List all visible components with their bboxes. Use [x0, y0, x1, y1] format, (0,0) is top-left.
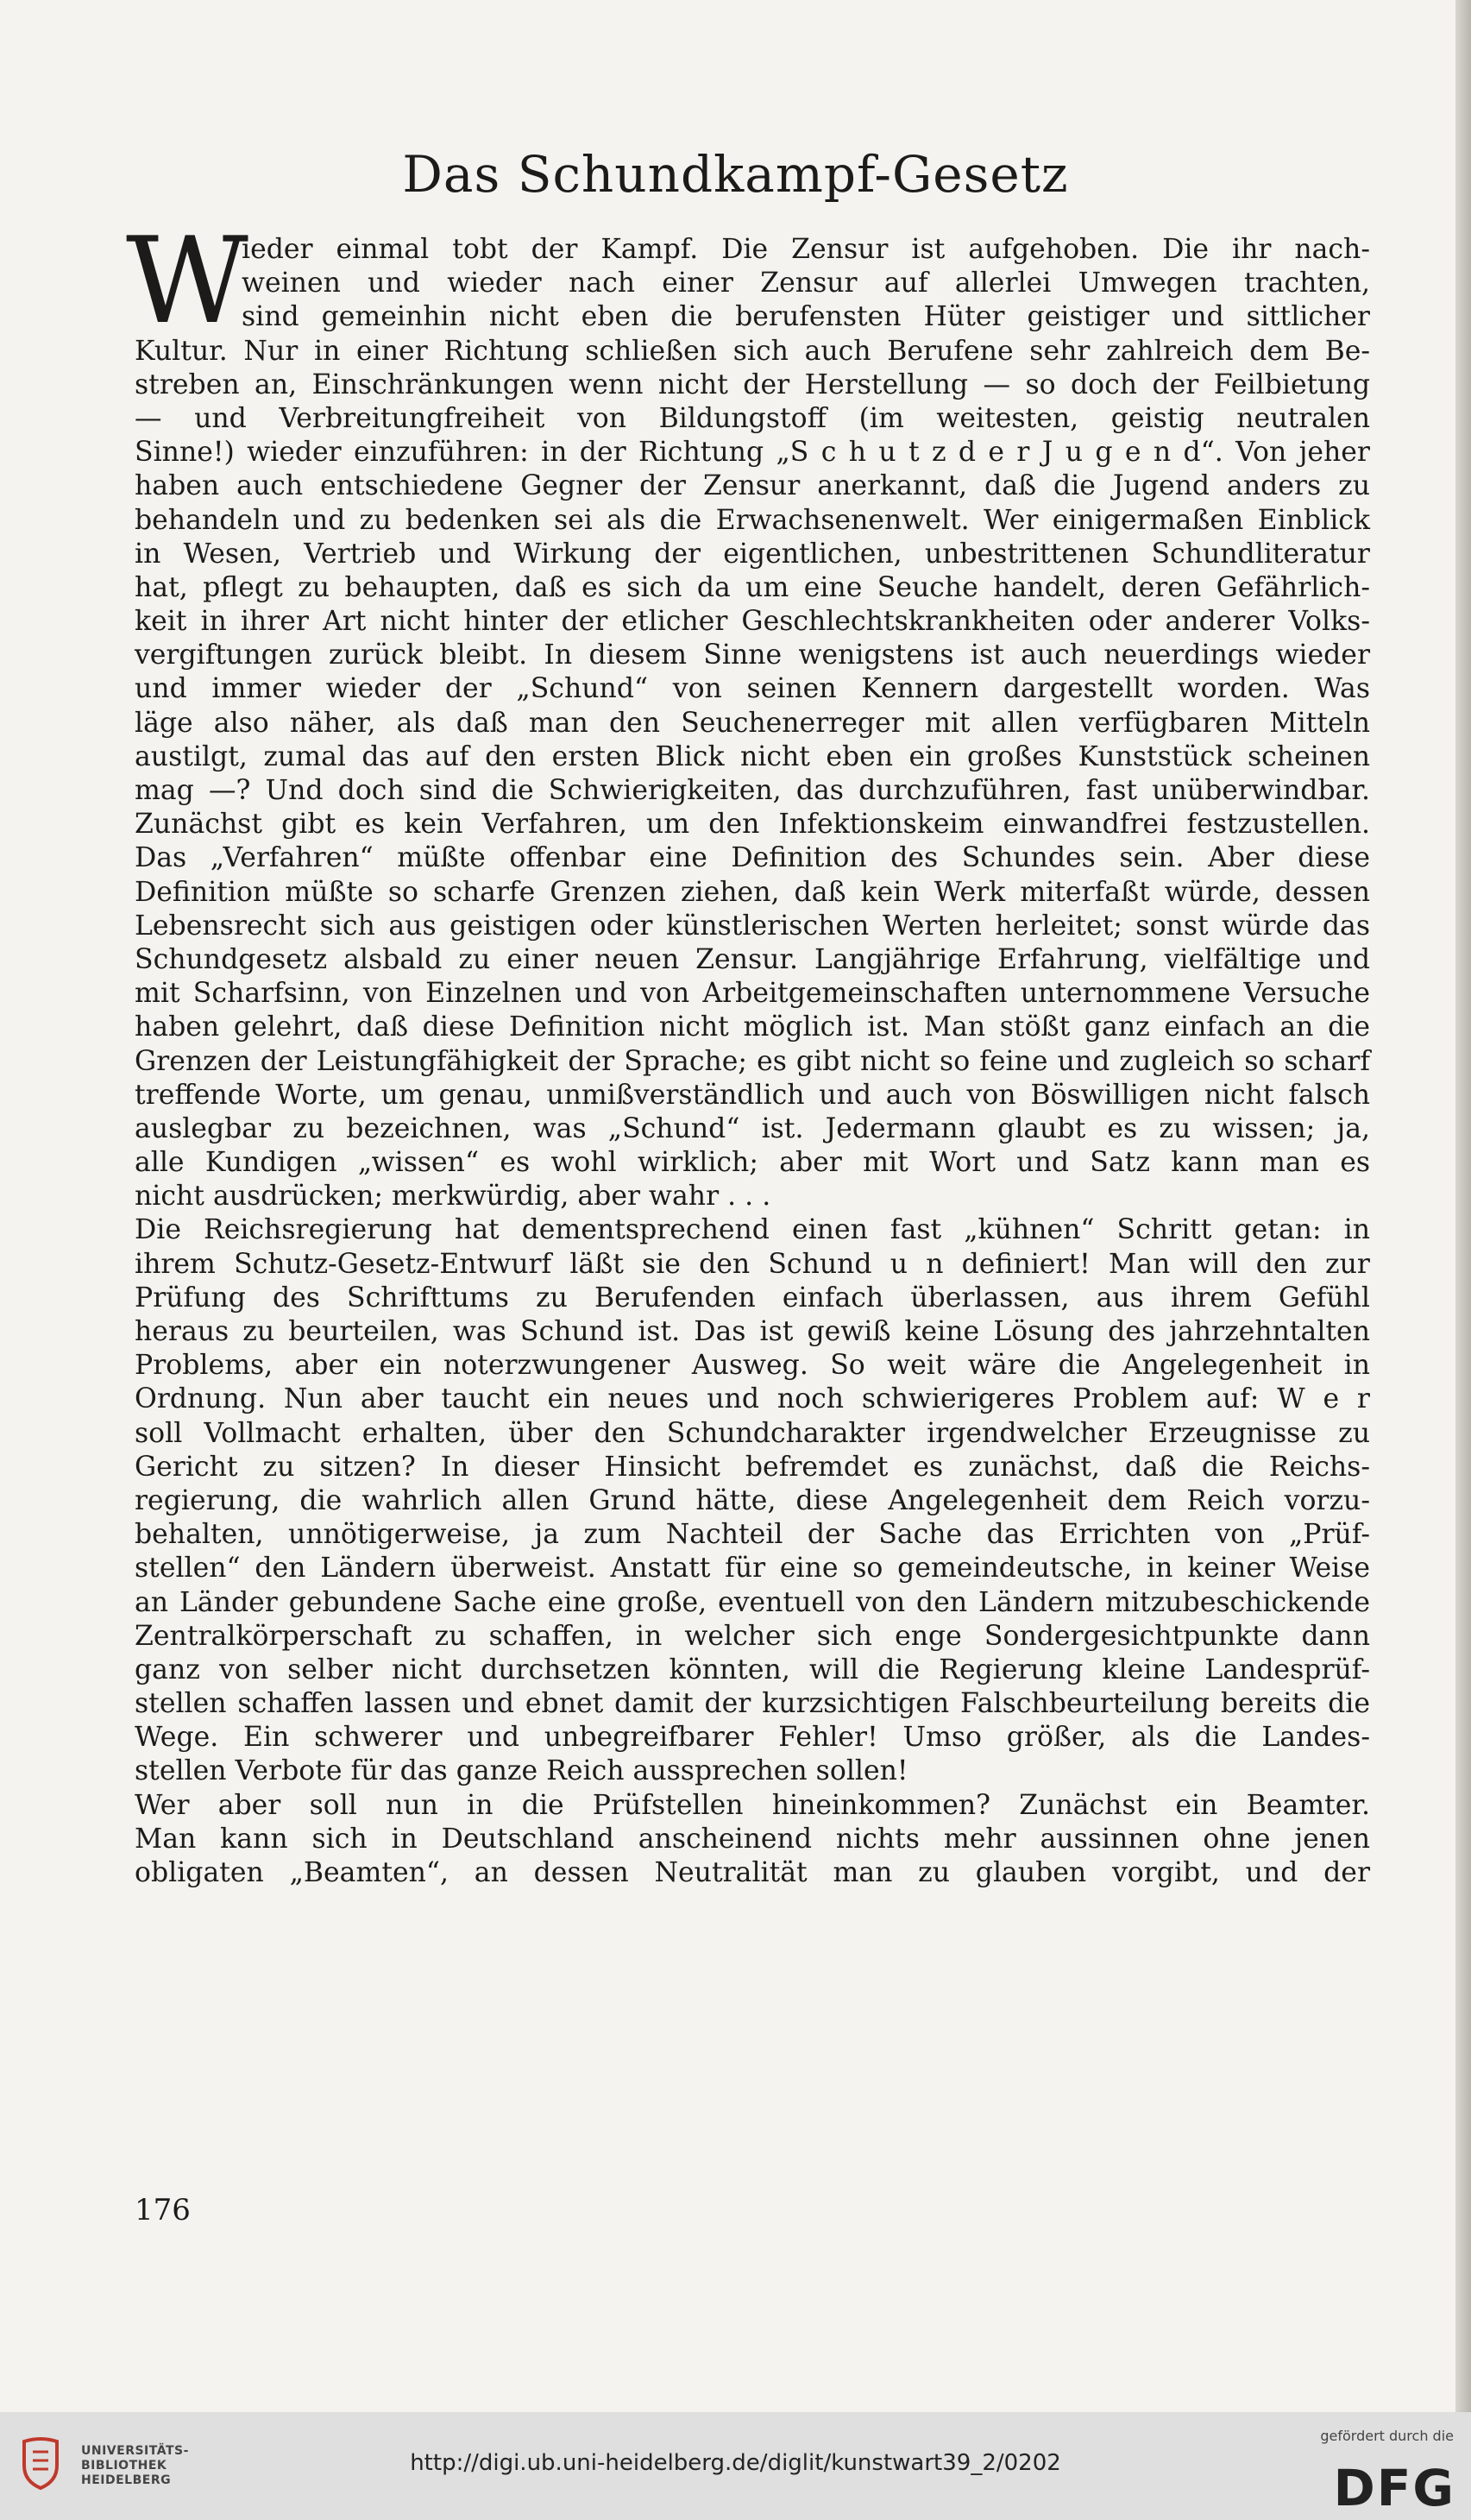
text-line: und immer wieder der „Schund“ von seinen Kennern dargestellt worden. Was [135, 673, 1370, 705]
text-line: läge also näher, als daß man den Seuchenerreger mit allen verfügbaren Mitteln [135, 707, 1370, 739]
text-line: Das „Verfahren“ müßte offenbar eine Definition des Schundes sein. Aber diese [135, 842, 1370, 874]
text-line: Problems, aber ein noterzwungener Ausweg. So weit wäre die Angelegenheit in [135, 1350, 1370, 1382]
text-line: Grenzen der Leistungfähigkeit der Sprache; es gibt nicht so feine und zugleich so scharf [135, 1045, 1370, 1077]
institution-line: UNIVERSITÄTS- [81, 2444, 189, 2458]
institution-line: HEIDELBERG [81, 2473, 172, 2487]
drop-cap-initial: W [126, 211, 248, 350]
text-line: Die Reichsregierung hat dementsprechend einen fast „kühnen“ Schritt getan: in [135, 1214, 1370, 1246]
article-title: Das Schundkampf-Gesetz [402, 145, 1069, 204]
text-line: stellen Verbote für das ganze Reich aussprechen sollen! [135, 1755, 908, 1787]
text-line: Definition müßte so scharfe Grenzen ziehen, daß kein Werk miterfaßt würde, dessen [135, 876, 1370, 908]
text-line: hat, pflegt zu behaupten, daß es sich da um eine Seuche handelt, deren Gefährlich- [135, 571, 1370, 603]
text-line: Zentralkörperschaft zu schaffen, in welcher sich enge Sondergesichtpunkte dann [135, 1620, 1370, 1652]
text-line: regierung, die wahrlich allen Grund hätte, diese Angelegenheit dem Reich vorzu- [135, 1484, 1370, 1516]
text-line: Gericht zu sitzen? In dieser Hinsicht befremdet es zunächst, daß die Reichs- [135, 1451, 1370, 1483]
text-line: ihrem Schutz-Gesetz-Entwurf läßt sie den Schund u n definiert! Man will den zur [135, 1248, 1370, 1280]
text-line: ieder einmal tobt der Kampf. Die Zensur ist aufgehoben. Die ihr nach- [242, 234, 1370, 265]
text-line: an Länder gebundene Sache eine große, eventuell von den Ländern mitzubeschickende [135, 1586, 1370, 1618]
text-line: treffende Worte, um genau, unmißverständlich und auch von Böswilligen nicht falsch [135, 1079, 1370, 1111]
viewer-footer [0, 2412, 1471, 2520]
text-line: austilgt, zumal das auf den ersten Blick nicht eben ein großes Kunststück scheinen [135, 740, 1370, 772]
text-line: weinen und wieder nach einer Zensur auf allerlei Umwegen trachten, [242, 268, 1370, 299]
text-line: auslegbar zu bezeichnen, was „Schund“ ist. Jedermann glaubt es zu wissen; ja, [135, 1112, 1370, 1144]
text-line: stellen schaffen lassen und ebnet damit der kurzsichtigen Falschbeurteilung bereits die [135, 1688, 1370, 1720]
text-line: heraus zu beurteilen, was Schund ist. Das ist gewiß keine Lösung des jahrzehntalten [135, 1316, 1370, 1347]
text-line: haben auch entschiedene Gegner der Zensur anerkannt, daß die Jugend anders zu [135, 470, 1370, 502]
text-line: soll Vollmacht erhalten, über den Schundcharakter irgendwelcher Erzeugnisse zu [135, 1417, 1370, 1449]
text-line: sind gemeinhin nicht eben die berufensten Hüter geistiger und sittlicher [242, 301, 1370, 333]
text-line: ganz von selber nicht durchsetzen könnten, will die Regierung kleine Landesprüf- [135, 1654, 1370, 1685]
permalink-url[interactable]: http://digi.ub.uni-heidelberg.de/diglit/kunstwart39_2/0202 [410, 2450, 1061, 2476]
funding-note: gefördert durch die [1320, 2428, 1454, 2444]
text-line: Kultur. Nur in einer Richtung schließen sich auch Berufene sehr zahlreich dem Be- [135, 335, 1370, 367]
text-line: Wer aber soll nun in die Prüfstellen hineinkommen? Zunächst ein Beamter. [135, 1789, 1370, 1821]
text-line: — und Verbreitungfreiheit von Bildungstoff (im weitesten, geistig neutralen [135, 402, 1370, 434]
text-line: Lebensrecht sich aus geistigen oder künstlerischen Werten herleitet; sonst würde das [135, 910, 1370, 942]
text-line: behalten, unnötigerweise, ja zum Nachteil der Sache das Errichten von „Prüf- [135, 1519, 1370, 1551]
text-line: Ordnung. Nun aber taucht ein neues und noch schwierigeres Problem auf: W e r [135, 1383, 1370, 1415]
text-line: Man kann sich in Deutschland anscheinend nichts mehr aussinnen ohne jenen [135, 1823, 1370, 1855]
text-line: nicht ausdrücken; merkwürdig, aber wahr . . . [135, 1181, 771, 1213]
text-line: stellen“ den Ländern überweist. Anstatt für eine so gemeindeutsche, in keiner Weise [135, 1553, 1370, 1584]
text-line: vergiftungen zurück bleibt. In diesem Sinne wenigstens ist auch neuerdings wieder [135, 639, 1370, 671]
text-line: Zunächst gibt es kein Verfahren, um den Infektionskeim einwandfrei festzustellen. [135, 809, 1370, 841]
page-edge-shadow [1455, 0, 1471, 2412]
text-line: haben gelehrt, daß diese Definition nicht möglich ist. Man stößt ganz einfach an die [135, 1011, 1370, 1043]
text-line: alle Kundigen „wissen“ es wohl wirklich; aber mit Wort und Satz kann man es [135, 1147, 1370, 1179]
text-line: keit in ihrer Art nicht hinter der etlicher Geschlechtskrankheiten oder anderer Volks- [135, 606, 1370, 638]
text-line: Prüfung des Schrifttums zu Berufenden einfach überlassen, aus ihrem Gefühl [135, 1282, 1370, 1314]
page-number: 176 [135, 2193, 191, 2227]
text-line: behandeln und zu bedenken sei als die Erwachsenenwelt. Wer einigermaßen Einblick [135, 504, 1370, 536]
text-line: in Wesen, Vertrieb und Wirkung der eigentlichen, unbestrittenen Schundliteratur [135, 538, 1370, 570]
text-line: Schundgesetz alsbald zu einer neuen Zensur. Langjährige Erfahrung, vielfältige und [135, 943, 1370, 975]
institution-line: BIBLIOTHEK [81, 2459, 167, 2473]
text-line: mit Scharfsinn, von Einzelnen und von Arbeitgemeinschaften unternommene Versuche [135, 978, 1370, 1010]
dfg-logo: DFG [1333, 2459, 1455, 2517]
text-line: obligaten „Beamten“, an dessen Neutralität man zu glauben vorgibt, und der [135, 1857, 1370, 1888]
text-line: Wege. Ein schwerer und unbegreifbarer Fehler! Umso größer, als die Landes- [135, 1722, 1370, 1754]
article-body [135, 233, 1370, 1890]
text-line: streben an, Einschränkungen wenn nicht der Herstellung — so doch der Feilbietung [135, 369, 1370, 400]
text-line: mag —? Und doch sind die Schwierigkeiten, das durchzuführen, fast unüberwindbar. [135, 775, 1370, 806]
text-line: Sinne!) wieder einzuführen: in der Richtung „S c h u t z d e r J u g e n d“. Von jeher [135, 437, 1370, 469]
